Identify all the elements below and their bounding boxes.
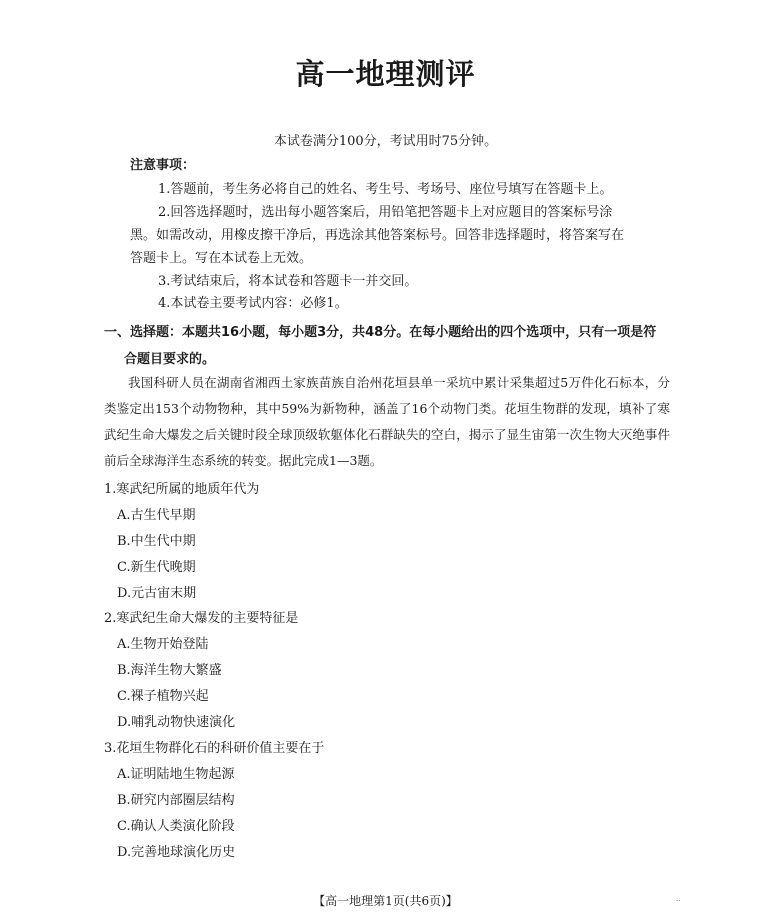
question-2-stem: 2.寒武纪生命大爆发的主要特征是	[104, 611, 299, 626]
reading-passage: 我国科研人员在湖南省湘西土家族苗族自治州花垣县单一采坑中累计采集超过5万件化石标本，分类鉴定出153个动物物种，其中59%为新物种，涵盖了16个动物门类。花垣生物群的发现，填补了寒武纪生命大爆发之后关键时段全球顶级软躯体化石群缺失的空白，揭示了显生宙第一次生物大灭绝事件前后全球海洋生态系统的转变。据此完成1—3题。	[104, 375, 670, 468]
question-1-option-d: D.元古宙末期	[117, 586, 197, 601]
exam-info: 本试卷满分100分，考试用时75分钟。	[273, 134, 498, 149]
question-2-option-d: D.哺乳动物快速演化	[117, 715, 236, 730]
corner-mark: ··	[676, 897, 681, 905]
question-1-option-b: B.中生代中期	[117, 534, 196, 549]
section-heading-line-1: 一、选择题：本题共16小题，每小题3分，共48分。在每小题给出的四个选项中，只有一项是符	[104, 325, 657, 340]
notice-item-2-line-1: 2.回答选择题时，选出每小题答案后，用铅笔把答题卡上对应题目的答案标号涂	[158, 205, 613, 220]
question-1-stem: 1.寒武纪所属的地质年代为	[104, 482, 260, 497]
question-2-option-b: B.海洋生物大繁盛	[117, 663, 222, 678]
section-heading-line-2: 合题目要求的。	[124, 352, 216, 367]
page-footer: 【高一地理第1页(共6页)】	[313, 894, 458, 908]
question-1-option-a: A.古生代早期	[117, 508, 196, 523]
question-2-option-c: C.裸子植物兴起	[117, 689, 209, 704]
question-1-option-c: C.新生代晚期	[117, 560, 196, 575]
notice-item-4: 4.本试卷主要考试内容：必修1。	[158, 296, 348, 311]
question-3-option-c: C.确认人类演化阶段	[117, 819, 235, 834]
notice-item-2-line-2: 黑。如需改动，用橡皮擦干净后，再选涂其他答案标号。回答非选择题时，将答案写在	[130, 228, 625, 243]
notice-item-1: 1.答题前，考生务必将自己的姓名、考生号、考场号、座位号填写在答题卡上。	[158, 182, 613, 197]
question-3-option-b: B.研究内部圈层结构	[117, 793, 235, 808]
page-title: 高一地理测评	[295, 57, 476, 91]
question-2-option-a: A.生物开始登陆	[117, 637, 209, 652]
notice-heading: 注意事项：	[130, 158, 196, 173]
question-3-stem: 3.花垣生物群化石的科研价值主要在于	[104, 741, 325, 756]
notice-item-2-line-3: 答题卡上。写在本试卷上无效。	[130, 251, 313, 266]
question-3-option-a: A.证明陆地生物起源	[117, 767, 235, 782]
section-heading	[104, 319, 670, 373]
question-3-option-d: D.完善地球演化历史	[117, 845, 236, 860]
notice-item-3: 3.考试结束后，将本试卷和答题卡一并交回。	[158, 274, 418, 289]
